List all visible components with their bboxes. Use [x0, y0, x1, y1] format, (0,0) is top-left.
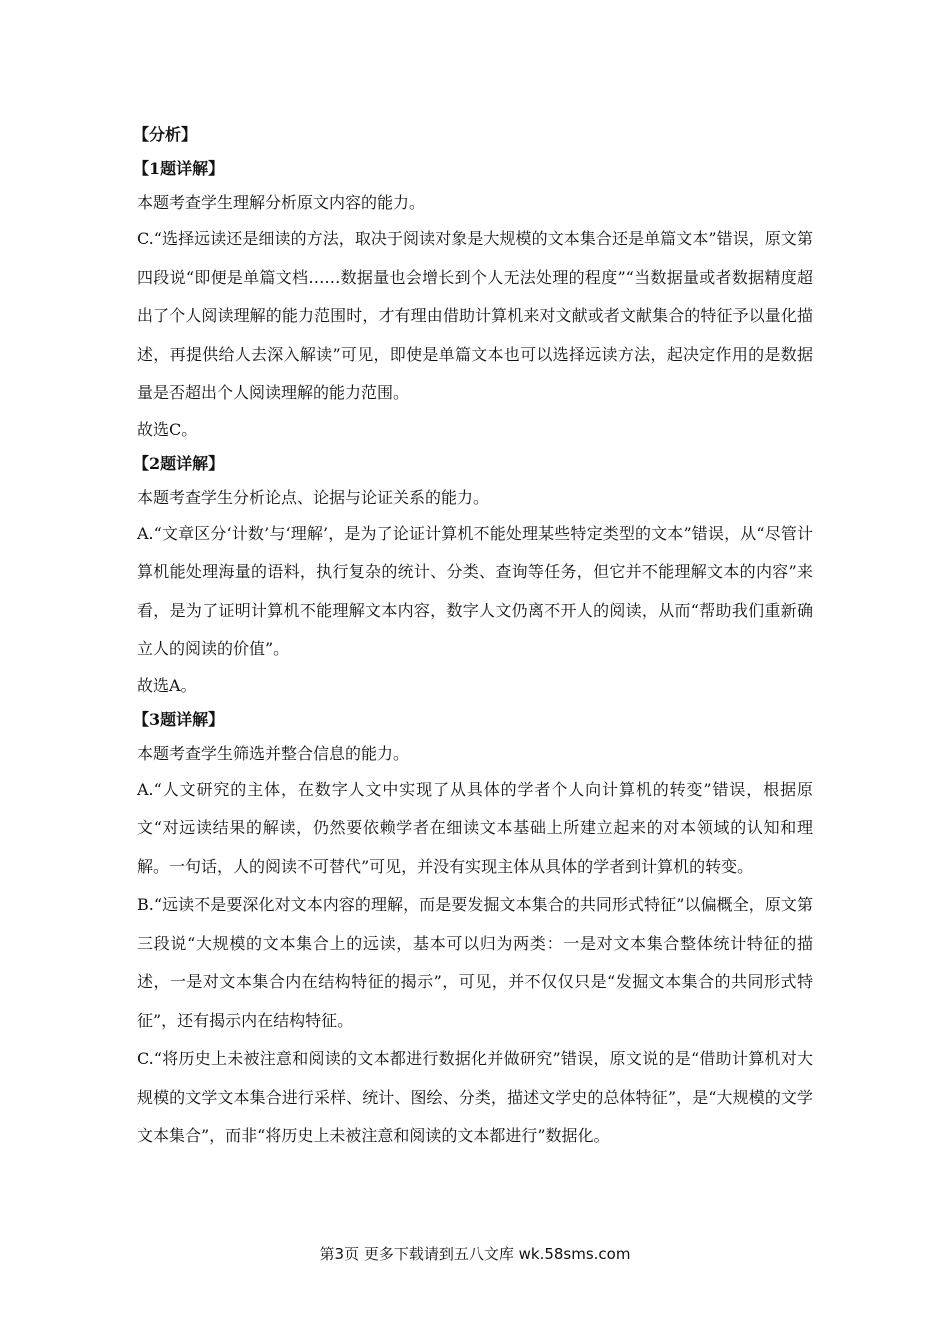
q2-explanation: A.“文章区分‘计数’与‘理解’，是为了论证计算机不能处理某些特定类型的文本”错误，从“尽管计算机能处理海量的语料，执行复杂的统计、分类、查询等任务，但它并不能理解文本的内容”来看，是为了证明计算机不能理解文本内容，数字人文仍离不开人的阅读，从而“帮助我们重新确立人的阅读的价值”。 — [137, 523, 813, 658]
q2-intro: 本题考查学生分析论点、论据与论证关系的能力。 — [137, 487, 490, 507]
q1-explanation: C.“选择远读还是细读的方法，取决于阅读对象是大规模的文本集合还是单篇文本”错误，原文第四段说“即便是单篇文档……数据量也会增长到个人无法处理的程度”“当数据量或者数据精度超出了个人阅读理解的能力范围时，才有理由借助计算机来对文献或者文献集合的特征予以量化描述，再提供给人去深入解读”可见，即使是单篇文本也可以选择远读方法，起决定作用的是数据量是否超出个人阅读理解的能力范围。 — [137, 229, 813, 402]
q3-heading: 【3题详解】 — [133, 709, 225, 729]
q3-option-c: C.“将历史上未被注意和阅读的文本都进行数据化并做研究”错误，原文说的是“借助计算机对大规模的文学文本集合进行采样、统计、图绘、分类，描述文学史的总体特征”，是“大规模的文学文本集合”，而非“将历史上未被注意和阅读的文本都进行”数据化。 — [137, 1049, 813, 1145]
q2-heading: 【2题详解】 — [133, 453, 225, 473]
q1-intro: 本题考查学生理解分析原文内容的能力。 — [137, 193, 426, 212]
q2-answer: 故选A。 — [137, 675, 197, 695]
q3-intro: 本题考查学生筛选并整合信息的能力。 — [137, 743, 410, 763]
q1-heading: 【1题详解】 — [133, 159, 225, 178]
analysis-heading: 【分析】 — [133, 125, 198, 144]
q3-option-a: A.“人文研究的主体，在数字人文中实现了从具体的学者个人向计算机的转变”错误，根据原文“对远读结果的解读，仍然要依赖学者在细读文本基础上所建立起来的对本领域的认知和理解。一句话，人的阅读不可替代”可见，并没有实现主体从具体的学者到计算机的转变。 — [137, 779, 813, 876]
document-body — [133, 118, 813, 1156]
q1-answer: 故选C。 — [137, 419, 198, 439]
page-footer: 第3页 更多下载请到五八文库 wk.58sms.com — [319, 1245, 631, 1263]
q3-option-b: B.“远读不是要深化对文本内容的理解，而是要发掘文本集合的共同形式特征”以偏概全，原文第三段说“大规模的文本集合上的远读，基本可以归为两类：一是对文本集合整体统计特征的描述，一是对文本集合内在结构特征的揭示”，可见，并不仅仅只是“发掘文本集合的共同形式特征”，还有揭示内在结构特征。 — [137, 895, 813, 1030]
